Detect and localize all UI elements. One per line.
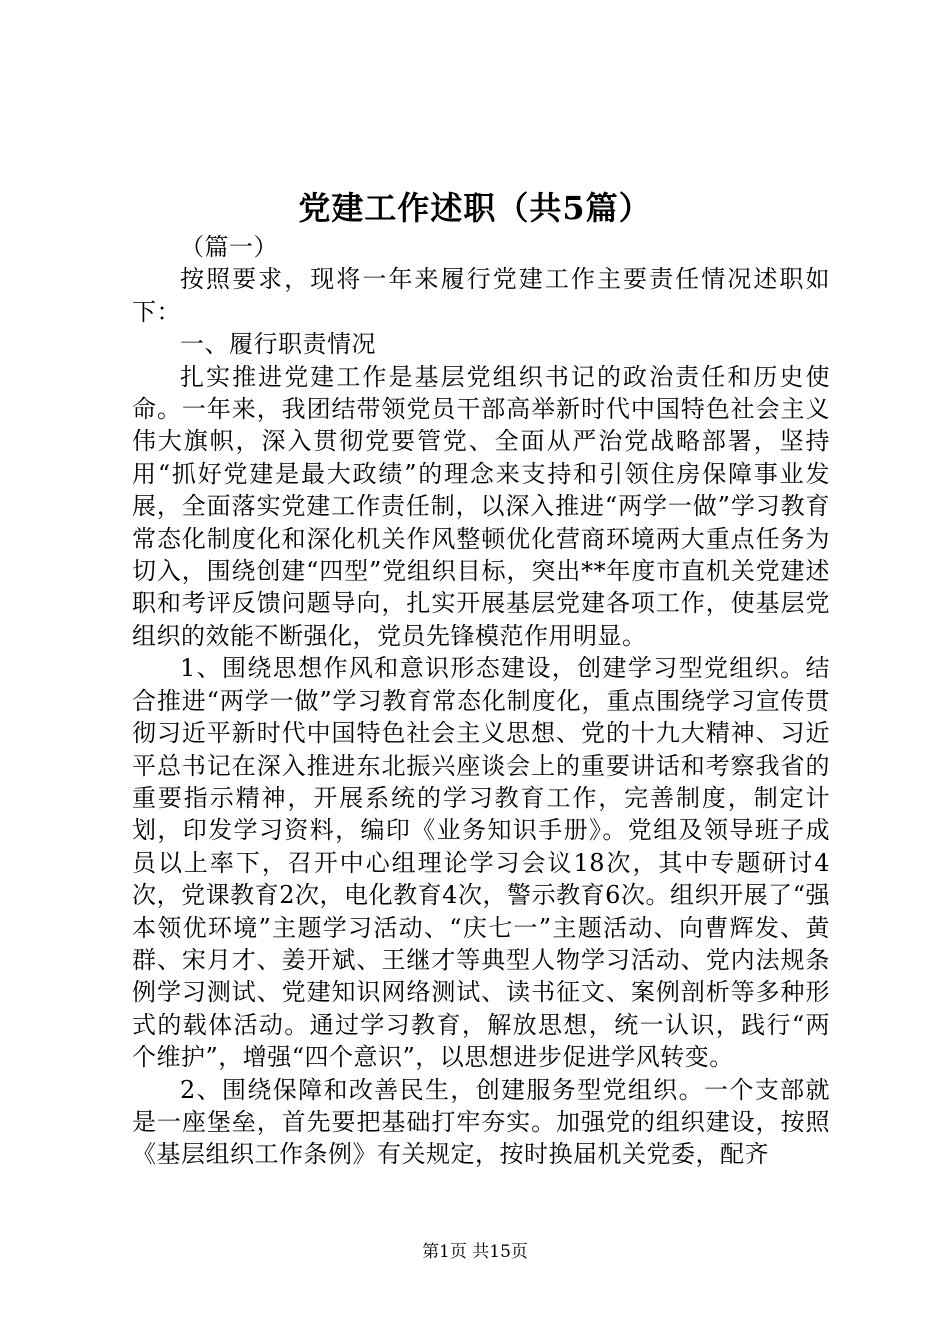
page-footer: 第1页 共15页 <box>422 1242 528 1262</box>
section-label: （篇一） <box>180 233 278 261</box>
section-heading: 一、履行职责情况 <box>180 330 376 359</box>
document-title: 党建工作述职（共5篇） <box>298 189 652 227</box>
body-paragraph: 1、围绕思想作风和意识形态建设，创建学习型党组织。结合推进“两学一做”学习教育常态化制度化，重点围绕学习宣传贯彻习近平新时代中国特色社会主义思想、党的十九大精神、习近平总书记在深入推进东北振兴座谈会上的重要讲话和考察我省的重要指示精神，开展系统的学习教育工作，完善制度，制定计划，印发学习资料，编印《业务知识手册》。党组及领导班子成员以上率下，召开中心组理论学习会议18次，其中专题研讨4次，党课教育2次，电化教育4次，警示教育6次。组织开展了“强本领优环境”主题学习活动、“庆七一”主题活动、向曹辉发、黄群、宋月才、姜开斌、王继才等典型人物学习活动、党内法规条例学习测试、党建知识网络测试、读书征文、案例剖析等多种形式的载体活动。通过学习教育，解放思想，统一认识，践行“两个维护”，增强“四个意识”，以思想进步促进学风转变。 <box>132 654 830 1072</box>
document-body <box>132 231 830 1171</box>
intro-paragraph: 按照要求，现将一年来履行党建工作主要责任情况述职如下： <box>132 265 830 326</box>
body-paragraph: 2、围绕保障和改善民生，创建服务型党组织。一个支部就是一座堡垒，首先要把基础打牢夯实。加强党的组织建设，按照《基层组织工作条例》有关规定，按时换届机关党委，配齐 <box>132 1075 830 1169</box>
body-paragraph: 扎实推进党建工作是基层党组织书记的政治责任和历史使命。一年来，我团结带领党员干部高举新时代中国特色社会主义伟大旗帜，深入贯彻党要管党、全面从严治党战略部署，坚持用“抓好党建是最大政绩”的理念来支持和引领住房保障事业发展，全面落实党建工作责任制，以深入推进“两学一做”学习教育常态化制度化和深化机关作风整顿优化营商环境两大重点任务为切入，围绕创建“四型”党组织目标，突出**年度市直机关党建述职和考评反馈问题导向，扎实开展基层党建各项工作，使基层党组织的效能不断强化，党员先锋模范作用明显。 <box>132 362 830 650</box>
